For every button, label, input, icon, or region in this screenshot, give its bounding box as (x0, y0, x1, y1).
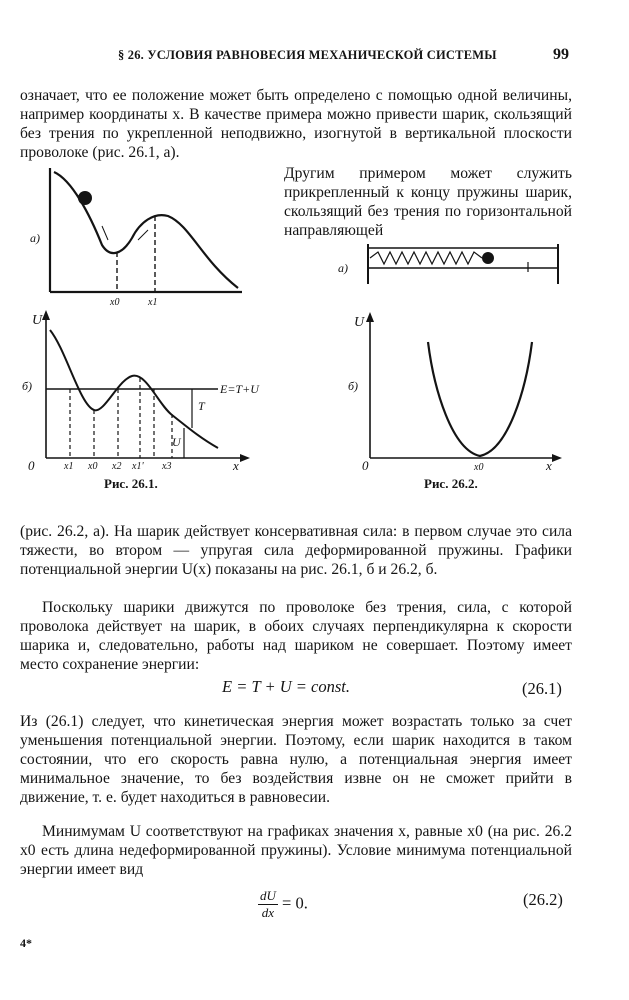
equation-26-2-rhs: = 0. (282, 893, 308, 913)
equation-26-1-number: (26.1) (522, 679, 562, 698)
figure-26-1-a (30, 160, 245, 310)
equation-26-2-number: (26.2) (523, 890, 563, 909)
fig2-b-u-arrowhead (366, 312, 374, 322)
paragraph-3: Поскольку шарики движутся по проволоке без трения, сила, с которой проволока действует на шарик, в обоих случаях перпендикулярна к скорости шарика и, следовательно, работы над шариком не совершает. Поэтому имеет место сохранение энергии: (20, 599, 572, 673)
fig1-b-x3-label: x3 (162, 461, 172, 472)
section-title: § 26. УСЛОВИЯ РАВНОВЕСИЯ МЕХАНИЧЕСКОЙ СИСТЕМЫ (118, 48, 497, 62)
fig1-b-axis-x: x (233, 458, 239, 473)
figure-26-2-a (338, 240, 578, 290)
fig1-b-t-label: T (198, 399, 205, 413)
figure-26-2-b (340, 310, 580, 473)
fig2-b-potential-parabola (428, 342, 532, 456)
fig1-a-arrow-left (102, 226, 108, 240)
fig1-a-x0-label: x0 (110, 297, 120, 308)
fig1-b-u-label: U (172, 435, 181, 449)
equation-26-2-numerator: dU (260, 888, 276, 903)
fig1-b-u-arrowhead (42, 310, 50, 320)
fig1-b-x0-label: x0 (88, 461, 98, 472)
fig1-b-energy-label: E=T+U (220, 382, 259, 396)
fig2-b-axis-x: x (546, 458, 552, 473)
fig1-b-origin: 0 (28, 458, 35, 473)
equation-26-1: E = T + U = const. (222, 677, 350, 696)
equation-26-2-denominator: dx (261, 905, 275, 920)
fig2-b-label: б) (348, 379, 359, 393)
running-header (0, 46, 629, 70)
fig1-b-x1-label: x1 (64, 461, 74, 472)
fig2-b-x-arrowhead (552, 454, 562, 462)
fig1-a-wire (54, 172, 238, 288)
fig1-a-ball (78, 191, 92, 205)
equation-26-2 (258, 888, 308, 921)
fig2-b-axis-u: U (354, 315, 365, 330)
fig2-a-ball (482, 252, 494, 264)
fig1-b-label: б) (22, 379, 33, 393)
fig1-b-axis-u: U (32, 313, 43, 328)
figure-26-2-caption: Рис. 26.2. (424, 476, 478, 491)
fig1-a-arrow-right (138, 230, 148, 240)
fig1-a-x1-label: x1 (148, 297, 158, 308)
paragraph-4: Из (26.1) следует, что кинетическая энергия может возрастать только за счет уменьшения потенциальной энергии. Поэтому, если шарик находится в таком состоянии, что его скорость равна нулю, а потенциальная энергия имеет минимальное значение, то без воздействия извне он не сможет прийти в движение, т. е. будет находиться в равновесии. (20, 713, 572, 806)
paragraph-2: (рис. 26.2, а). На шарик действует консервативная сила: в первом случае это сила тяжести, во втором — упругая сила деформированной пружины. Графики потенциальной энергии U(x) показаны на рис. 26.1, б и 26.2, б. (20, 523, 572, 578)
fig1-a-label: а) (30, 231, 40, 245)
fig1-b-x-arrowhead (240, 454, 250, 462)
paragraph-1: означает, что ее положение может быть определено с помощью одной величины, например координаты x. В качестве примера можно привести шарик, скользящий без трения по укрепленной неподвижно, изогнутой в вертикальной плоскости проволоке (рис. 26.1, а). (20, 87, 572, 161)
fig2-a-spring (370, 252, 482, 264)
fig1-b-x1p-label: x1' (132, 461, 144, 472)
equation-26-2-fraction (258, 888, 278, 921)
fig2-b-origin: 0 (362, 458, 369, 473)
figure-26-1-b (22, 310, 262, 473)
figure-26-1-caption: Рис. 26.1. (104, 476, 158, 491)
page-number: 99 (553, 46, 569, 63)
paragraph-1-continued: Другим примером может служить прикрепленный к концу пружины шарик, скользящий без трения по горизонтальной направляющей (284, 165, 572, 239)
signature-mark: 4* (20, 936, 32, 950)
fig1-b-x2-label: x2 (112, 461, 122, 472)
fig2-a-label: а) (338, 261, 348, 275)
fig2-b-x0-label: x0 (474, 462, 484, 473)
paragraph-5: Минимумам U соответствуют на графиках значения x, равные x0 (на рис. 26.2 x0 есть длина недеформированной пружины). Условие минимума потенциальной энергии имеет вид (20, 823, 572, 878)
